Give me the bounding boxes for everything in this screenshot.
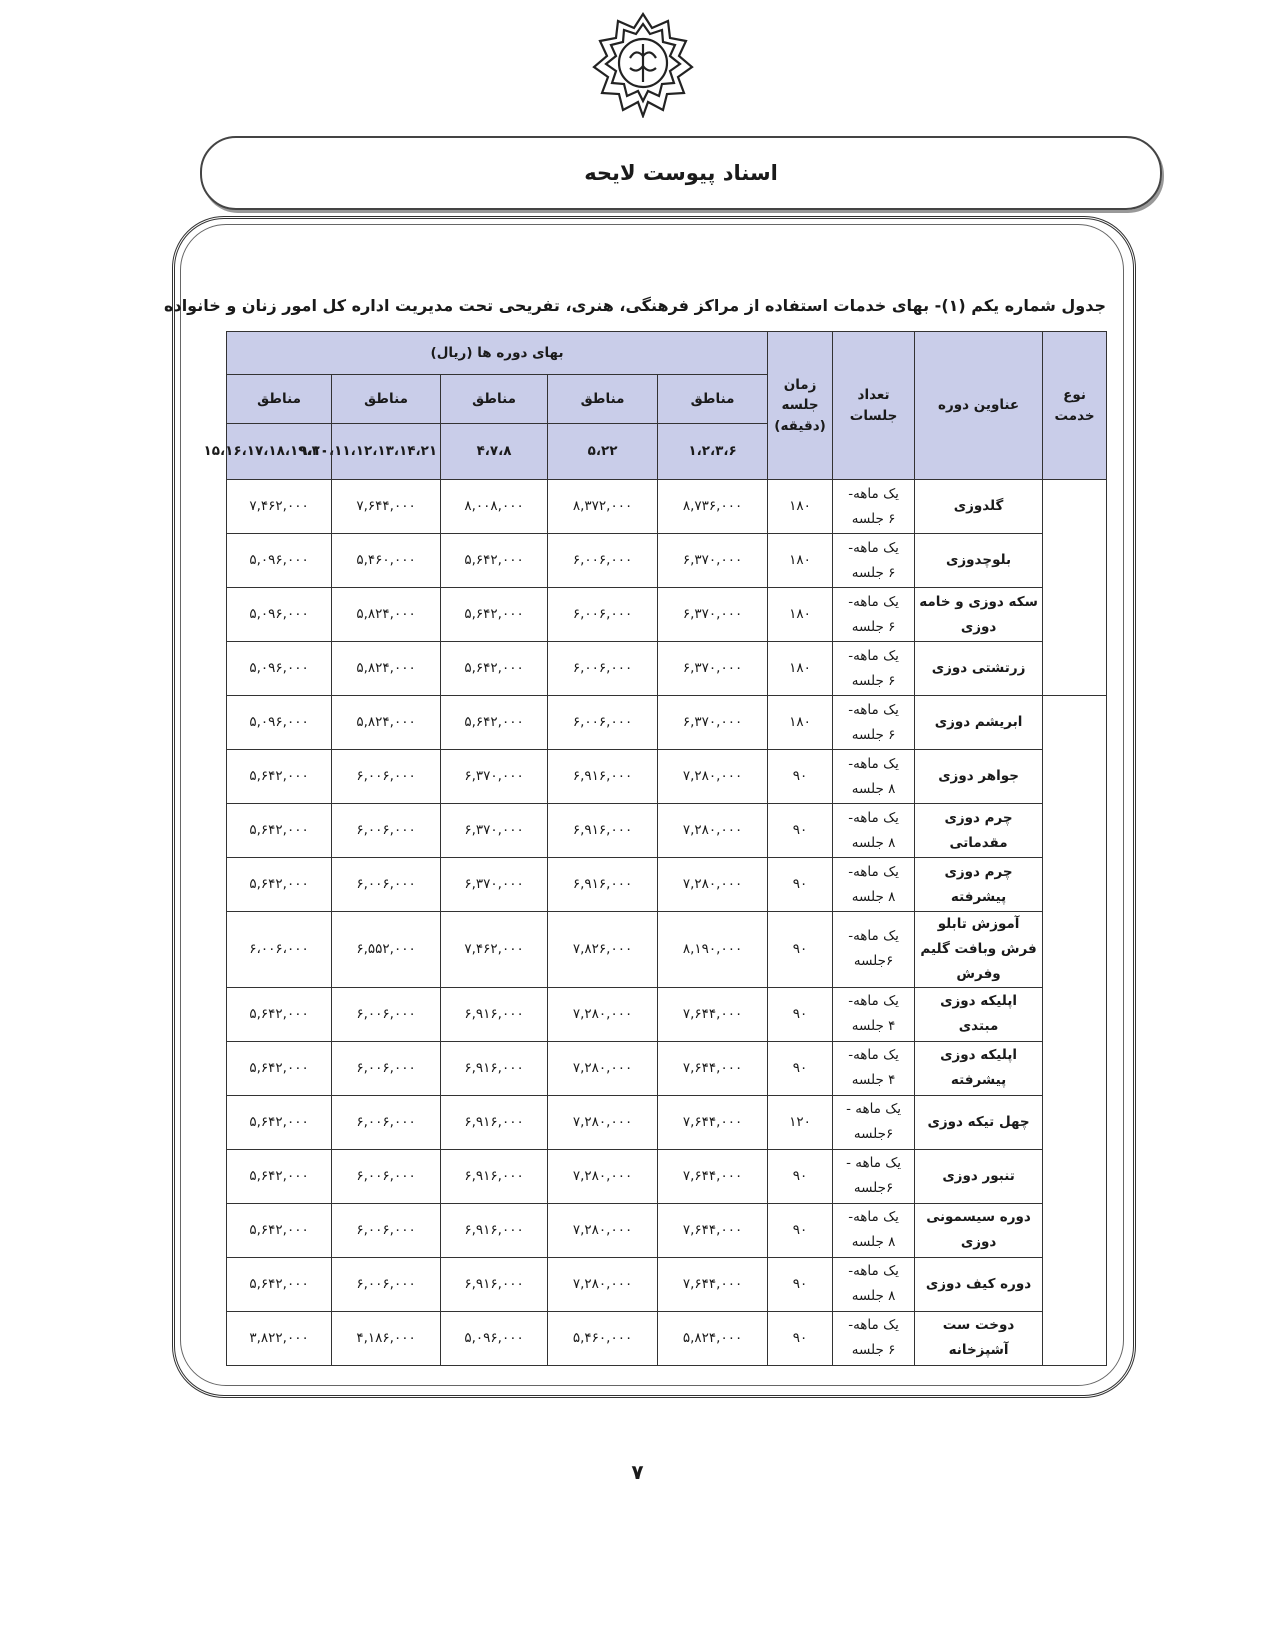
price-cell: ۶,۰۰۶,۰۰۰ <box>548 696 658 750</box>
session-count-cell <box>833 1041 915 1095</box>
price-cell: ۷,۶۴۴,۰۰۰ <box>658 1257 768 1311</box>
price-cell: ۵,۶۴۲,۰۰۰ <box>227 804 332 858</box>
course-title-cell: دوخت ست آشپزخانه <box>915 1311 1043 1365</box>
price-cell: ۶,۰۰۶,۰۰۰ <box>332 1149 441 1203</box>
session-count-cell <box>833 480 915 534</box>
table-row <box>227 696 1107 750</box>
price-cell: ۶,۹۱۶,۰۰۰ <box>548 750 658 804</box>
price-cell: ۷,۲۸۰,۰۰۰ <box>658 750 768 804</box>
price-cell: ۶,۰۰۶,۰۰۰ <box>332 750 441 804</box>
header-region-codes: ۴،۷،۸ <box>441 424 548 480</box>
course-title-cell: چرم دوزی مقدماتی <box>915 804 1043 858</box>
session-time-cell: ۱۸۰ <box>768 642 833 696</box>
table-row <box>227 1257 1107 1311</box>
price-cell: ۶,۳۷۰,۰۰۰ <box>658 534 768 588</box>
header-service-type: نوع خدمت <box>1043 332 1107 480</box>
price-cell: ۵,۶۴۲,۰۰۰ <box>227 1149 332 1203</box>
price-cell: ۴,۱۸۶,۰۰۰ <box>332 1311 441 1365</box>
session-count-cell <box>833 588 915 642</box>
session-count-line: یک ماهه - <box>846 1101 902 1118</box>
price-cell: ۶,۳۷۰,۰۰۰ <box>658 642 768 696</box>
session-time-cell: ۹۰ <box>768 1257 833 1311</box>
price-cell: ۵,۸۲۴,۰۰۰ <box>332 642 441 696</box>
price-cell: ۶,۹۱۶,۰۰۰ <box>441 1257 548 1311</box>
session-count-cell <box>833 1203 915 1257</box>
header-session-time: زمان جلسه (دقیقه) <box>768 332 833 480</box>
price-cell: ۵,۸۲۴,۰۰۰ <box>658 1311 768 1365</box>
session-count-line: یک ماهه- <box>848 928 899 945</box>
fees-table <box>203 331 1107 1366</box>
session-count-line: ۴ جلسه <box>851 1072 896 1089</box>
session-time-cell: ۹۰ <box>768 987 833 1041</box>
price-cell: ۶,۳۷۰,۰۰۰ <box>441 750 548 804</box>
price-cell: ۸,۱۹۰,۰۰۰ <box>658 912 768 988</box>
price-cell: ۵,۰۹۶,۰۰۰ <box>227 588 332 642</box>
header-region-label: مناطق <box>332 375 441 424</box>
session-count-line: ۸ جلسه <box>851 1234 896 1251</box>
price-cell: ۶,۳۷۰,۰۰۰ <box>658 696 768 750</box>
course-title-cell: آموزش تابلو فرش وبافت گلیم وفرش <box>915 912 1043 988</box>
header-region-codes: ۱،۲،۳،۶ <box>658 424 768 480</box>
session-time-cell: ۹۰ <box>768 804 833 858</box>
price-cell: ۵,۰۹۶,۰۰۰ <box>227 534 332 588</box>
course-title-cell: چهل تیکه دوزی <box>915 1095 1043 1149</box>
price-cell: ۶,۰۰۶,۰۰۰ <box>332 987 441 1041</box>
session-time-cell: ۱۸۰ <box>768 480 833 534</box>
price-cell: ۵,۶۴۲,۰۰۰ <box>227 1095 332 1149</box>
session-count-line: ۶ جلسه <box>851 510 896 527</box>
price-cell: ۶,۹۱۶,۰۰۰ <box>548 804 658 858</box>
session-count-line: ۶جلسه <box>853 1126 894 1143</box>
session-time-cell: ۹۰ <box>768 750 833 804</box>
session-count-cell <box>833 1095 915 1149</box>
price-cell: ۷,۶۴۴,۰۰۰ <box>658 1041 768 1095</box>
session-count-line: ۶جلسه <box>853 1180 894 1197</box>
table-row <box>227 1095 1107 1149</box>
session-count-cell <box>833 1311 915 1365</box>
price-cell: ۶,۹۱۶,۰۰۰ <box>441 1149 548 1203</box>
session-count-cell <box>833 696 915 750</box>
session-count-line: ۶ جلسه <box>851 564 896 581</box>
session-count-line: یک ماهه- <box>848 993 899 1010</box>
price-cell: ۷,۶۴۴,۰۰۰ <box>332 480 441 534</box>
session-time-cell: ۱۸۰ <box>768 696 833 750</box>
session-time-cell: ۱۸۰ <box>768 588 833 642</box>
price-cell: ۶,۰۰۶,۰۰۰ <box>332 1203 441 1257</box>
price-cell: ۶,۰۰۶,۰۰۰ <box>548 534 658 588</box>
price-cell: ۵,۶۴۲,۰۰۰ <box>441 642 548 696</box>
session-time-cell: ۹۰ <box>768 858 833 912</box>
header-session-count: تعداد جلسات <box>833 332 915 480</box>
course-title-cell: اپلیکه دوزی مبتدی <box>915 987 1043 1041</box>
price-cell: ۸,۷۳۶,۰۰۰ <box>658 480 768 534</box>
table-row <box>227 1311 1107 1365</box>
price-cell: ۷,۶۴۴,۰۰۰ <box>658 1149 768 1203</box>
price-cell: ۶,۳۷۰,۰۰۰ <box>441 804 548 858</box>
session-time-cell: ۱۲۰ <box>768 1095 833 1149</box>
course-title-cell: چرم دوزی پیشرفته <box>915 858 1043 912</box>
price-cell: ۵,۴۶۰,۰۰۰ <box>332 534 441 588</box>
price-cell: ۷,۲۸۰,۰۰۰ <box>548 1203 658 1257</box>
session-count-line: یک ماهه- <box>848 485 899 502</box>
session-count-line: یک ماهه- <box>848 1263 899 1280</box>
price-cell: ۷,۲۸۰,۰۰۰ <box>658 804 768 858</box>
table-row <box>227 1203 1107 1257</box>
session-count-line: یک ماهه- <box>848 809 899 826</box>
session-count-cell <box>833 1257 915 1311</box>
price-cell: ۵,۴۶۰,۰۰۰ <box>548 1311 658 1365</box>
price-cell: ۶,۵۵۲,۰۰۰ <box>332 912 441 988</box>
service-type-cell <box>1043 696 1107 1366</box>
table-row <box>227 858 1107 912</box>
session-time-cell: ۹۰ <box>768 912 833 988</box>
price-cell: ۷,۶۴۴,۰۰۰ <box>658 1095 768 1149</box>
price-cell: ۷,۲۸۰,۰۰۰ <box>548 987 658 1041</box>
table-row <box>227 588 1107 642</box>
price-cell: ۶,۳۷۰,۰۰۰ <box>441 858 548 912</box>
header-fees-group: بهای دوره ها (ریال) <box>227 332 768 375</box>
price-cell: ۵,۶۴۲,۰۰۰ <box>227 750 332 804</box>
price-cell: ۵,۰۹۶,۰۰۰ <box>227 696 332 750</box>
price-cell: ۶,۹۱۶,۰۰۰ <box>441 1203 548 1257</box>
service-type-cell <box>1043 480 1107 696</box>
price-cell: ۶,۰۰۶,۰۰۰ <box>332 1257 441 1311</box>
session-count-line: یک ماهه- <box>848 1209 899 1226</box>
session-count-line: ۶ جلسه <box>851 1342 896 1359</box>
price-cell: ۸,۰۰۸,۰۰۰ <box>441 480 548 534</box>
session-count-line: ۶ جلسه <box>851 726 896 743</box>
header-region-codes: ۵،۲۲ <box>548 424 658 480</box>
page-number: ۷ <box>631 1460 644 1484</box>
session-count-cell <box>833 642 915 696</box>
session-time-cell: ۱۸۰ <box>768 534 833 588</box>
price-cell: ۷,۲۸۰,۰۰۰ <box>658 858 768 912</box>
session-count-cell <box>833 987 915 1041</box>
table-row <box>227 1041 1107 1095</box>
header-region-label: مناطق <box>548 375 658 424</box>
session-count-cell <box>833 750 915 804</box>
header-region-codes: ۱۵،۱۶،۱۷،۱۸،۱۹،۲۰ <box>227 424 332 480</box>
session-count-line: یک ماهه- <box>848 863 899 880</box>
price-cell: ۵,۰۹۶,۰۰۰ <box>227 642 332 696</box>
price-cell: ۵,۸۲۴,۰۰۰ <box>332 696 441 750</box>
price-cell: ۶,۹۱۶,۰۰۰ <box>441 987 548 1041</box>
session-count-line: ۸ جلسه <box>851 1288 896 1305</box>
table-row <box>227 912 1107 988</box>
session-count-line: ۶جلسه <box>853 953 894 970</box>
table-row <box>227 480 1107 534</box>
price-cell: ۶,۰۰۶,۰۰۰ <box>548 642 658 696</box>
session-count-line: ۸ جلسه <box>851 780 896 797</box>
price-cell: ۵,۶۴۲,۰۰۰ <box>227 858 332 912</box>
course-title-cell: زرتشتی دوزی <box>915 642 1043 696</box>
header-region-label: مناطق <box>227 375 332 424</box>
session-count-cell <box>833 912 915 988</box>
price-cell: ۵,۸۲۴,۰۰۰ <box>332 588 441 642</box>
price-cell: ۶,۰۰۶,۰۰۰ <box>332 804 441 858</box>
price-cell: ۵,۰۹۶,۰۰۰ <box>441 1311 548 1365</box>
session-count-cell <box>833 1149 915 1203</box>
price-cell: ۷,۲۸۰,۰۰۰ <box>548 1149 658 1203</box>
session-count-line: یک ماهه- <box>848 647 899 664</box>
document-banner <box>200 136 1162 210</box>
session-count-line: یک ماهه - <box>846 1155 902 1172</box>
header-course-titles: عناوین دوره <box>915 332 1043 480</box>
price-cell: ۶,۰۰۶,۰۰۰ <box>332 1095 441 1149</box>
session-time-cell: ۹۰ <box>768 1041 833 1095</box>
table-row <box>227 1149 1107 1203</box>
session-count-line: یک ماهه- <box>848 701 899 718</box>
price-cell: ۶,۳۷۰,۰۰۰ <box>658 588 768 642</box>
session-count-line: یک ماهه- <box>848 755 899 772</box>
price-cell: ۶,۹۱۶,۰۰۰ <box>441 1095 548 1149</box>
course-title-cell: ابریشم دوزی <box>915 696 1043 750</box>
price-cell: ۷,۶۴۴,۰۰۰ <box>658 1203 768 1257</box>
price-cell: ۵,۶۴۲,۰۰۰ <box>441 534 548 588</box>
price-cell: ۷,۸۲۶,۰۰۰ <box>548 912 658 988</box>
table-row <box>227 987 1107 1041</box>
session-time-cell: ۹۰ <box>768 1203 833 1257</box>
course-title-cell: دوره سیسمونی دوزی <box>915 1203 1043 1257</box>
course-title-cell: اپلیکه دوزی پیشرفته <box>915 1041 1043 1095</box>
session-time-cell: ۹۰ <box>768 1149 833 1203</box>
session-count-cell <box>833 858 915 912</box>
session-count-line: یک ماهه- <box>848 539 899 556</box>
course-title-cell: دوره کیف دوزی <box>915 1257 1043 1311</box>
table-row <box>227 534 1107 588</box>
header-region-label: مناطق <box>658 375 768 424</box>
tehran-municipality-logo <box>588 8 698 118</box>
session-count-line: ۴ جلسه <box>851 1018 896 1035</box>
price-cell: ۵,۶۴۲,۰۰۰ <box>441 588 548 642</box>
price-cell: ۵,۶۴۲,۰۰۰ <box>441 696 548 750</box>
table-row <box>227 804 1107 858</box>
course-title-cell: سکه دوزی و خامه دوزی <box>915 588 1043 642</box>
price-cell: ۷,۲۸۰,۰۰۰ <box>548 1041 658 1095</box>
price-cell: ۶,۹۱۶,۰۰۰ <box>548 858 658 912</box>
price-cell: ۶,۰۰۶,۰۰۰ <box>332 858 441 912</box>
course-title-cell: جواهر دوزی <box>915 750 1043 804</box>
course-title-cell: تنبور دوزی <box>915 1149 1043 1203</box>
session-count-line: یک ماهه- <box>848 1047 899 1064</box>
session-count-cell <box>833 804 915 858</box>
price-cell: ۸,۳۷۲,۰۰۰ <box>548 480 658 534</box>
header-region-codes: ۹،۱۰،۱۱،۱۲،۱۳،۱۴،۲۱ <box>332 424 441 480</box>
session-count-line: ۶ جلسه <box>851 618 896 635</box>
session-count-line: ۶ جلسه <box>851 672 896 689</box>
session-count-line: ۸ جلسه <box>851 834 896 851</box>
session-time-cell: ۹۰ <box>768 1311 833 1365</box>
price-cell: ۶,۰۰۶,۰۰۰ <box>332 1041 441 1095</box>
session-count-line: یک ماهه- <box>848 593 899 610</box>
table-caption: جدول شماره یکم (۱)- بهای خدمات استفاده از مراکز فرهنگی، هنری، تفریحی تحت مدیریت اداره کل امور زنان و خانواده <box>164 296 1106 315</box>
price-cell: ۷,۴۶۲,۰۰۰ <box>227 480 332 534</box>
price-cell: ۳,۸۲۲,۰۰۰ <box>227 1311 332 1365</box>
table-row <box>227 750 1107 804</box>
table-row <box>227 642 1107 696</box>
header-region-label: مناطق <box>441 375 548 424</box>
price-cell: ۶,۹۱۶,۰۰۰ <box>441 1041 548 1095</box>
price-cell: ۷,۲۸۰,۰۰۰ <box>548 1095 658 1149</box>
price-cell: ۵,۶۴۲,۰۰۰ <box>227 1257 332 1311</box>
banner-title: اسناد پیوست لایحه <box>584 161 778 185</box>
session-count-line: ۸ جلسه <box>851 888 896 905</box>
price-cell: ۷,۴۶۲,۰۰۰ <box>441 912 548 988</box>
price-cell: ۷,۶۴۴,۰۰۰ <box>658 987 768 1041</box>
price-cell: ۶،۰۰۶،۰۰۰ <box>227 912 332 988</box>
session-count-line: یک ماهه- <box>848 1317 899 1334</box>
price-cell: ۶,۰۰۶,۰۰۰ <box>548 588 658 642</box>
course-title-cell: بلوچدوزی <box>915 534 1043 588</box>
price-cell: ۵,۶۴۲,۰۰۰ <box>227 987 332 1041</box>
session-count-cell <box>833 534 915 588</box>
price-cell: ۵,۶۴۲,۰۰۰ <box>227 1041 332 1095</box>
price-cell: ۷,۲۸۰,۰۰۰ <box>548 1257 658 1311</box>
course-title-cell: گلدوزی <box>915 480 1043 534</box>
price-cell: ۵,۶۴۲,۰۰۰ <box>227 1203 332 1257</box>
